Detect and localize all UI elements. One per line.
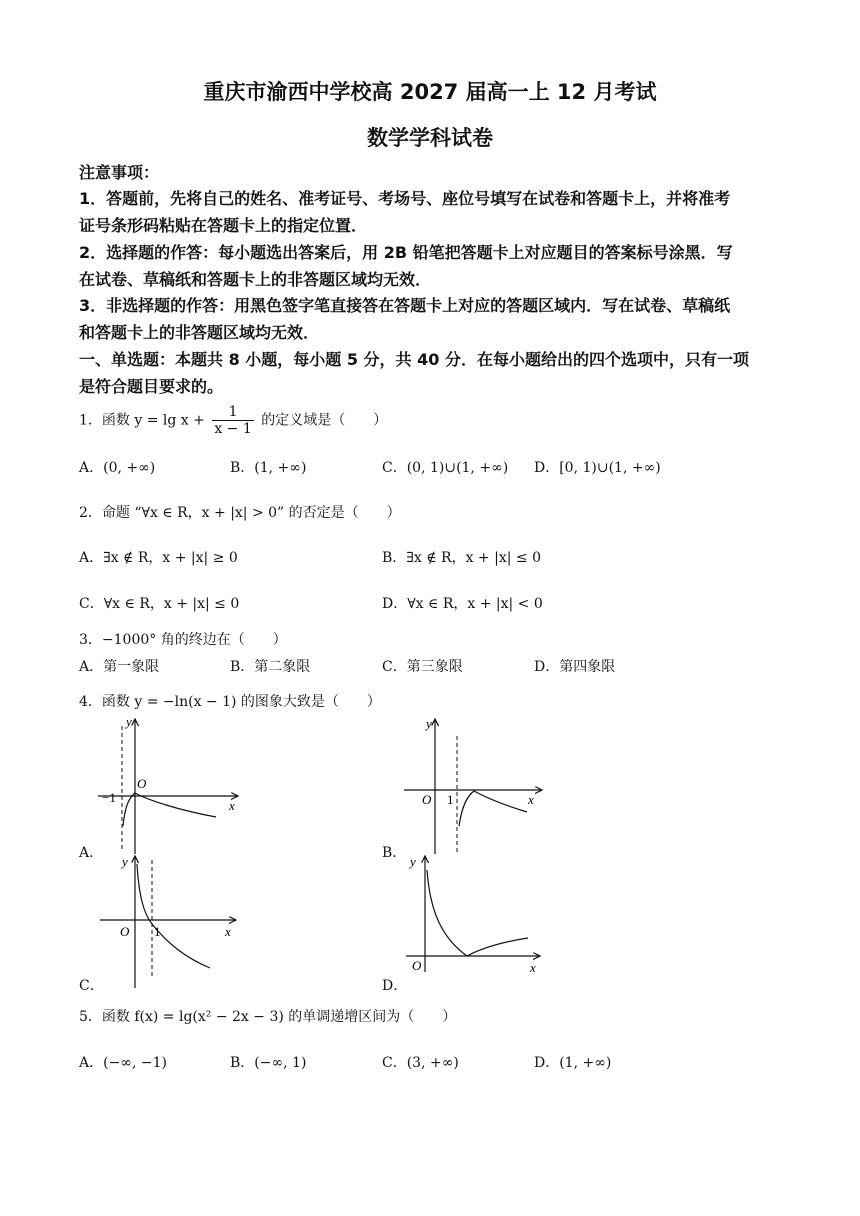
- question-5-option-d: D．(1, +∞): [534, 1055, 612, 1071]
- question-4-option-d: D．: [382, 978, 408, 994]
- graph-a: [98, 714, 248, 854]
- question-1-option-a: A．(0, +∞): [79, 460, 156, 476]
- origin-label: O: [422, 792, 432, 807]
- origin-label: O: [137, 776, 147, 791]
- graph-c: [98, 852, 248, 990]
- minus-one-label: −1: [102, 790, 116, 805]
- question-2-option-b: B．∃x ∉ R，x + |x| ≤ 0: [382, 550, 541, 566]
- question-4-option-b: B．: [382, 845, 407, 861]
- question-1-prefix: 1．函数 y = lg x +: [79, 412, 205, 429]
- notice-heading: 注意事项：: [79, 163, 160, 182]
- question-1-option-c: C．(0, 1)∪(1, +∞): [382, 460, 509, 476]
- question-2-option-a: A．∃x ∉ R，x + |x| ≥ 0: [79, 550, 238, 566]
- section-heading-line-1: 一、单选题：本题共 8 小题，每小题 5 分，共 40 分．在每小题给出的四个选项中，只有一项: [79, 350, 749, 369]
- origin-label: O: [120, 924, 130, 939]
- question-4-stem: 4．函数 y = −ln(x − 1) 的图象大致是（ ）: [79, 694, 381, 710]
- question-1-stem: [79, 404, 387, 437]
- y-axis-label: y: [426, 716, 432, 731]
- one-label: 1: [447, 792, 454, 807]
- question-3-stem: 3．−1000° 角的终边在（ ）: [79, 632, 287, 648]
- notice-item-3-line-2: 和答题卡上的非答题区域均无效．: [79, 323, 320, 342]
- question-5-stem: 5．函数 f(x) = lg(x² − 2x − 3) 的单调递增区间为（ ）: [79, 1009, 457, 1025]
- question-2-option-d: D．∀x ∈ R，x + |x| < 0: [382, 596, 543, 612]
- x-axis-label: x: [528, 792, 534, 807]
- question-1-fraction: [212, 404, 253, 437]
- question-5-option-c: C．(3, +∞): [382, 1055, 459, 1071]
- x-axis-label: x: [530, 960, 536, 975]
- notice-item-1-line-1: 1．答题前，先将自己的姓名、准考证号、考场号、座位号填写在试卷和答题卡上，并将准考: [79, 189, 731, 208]
- fraction-denominator: x − 1: [214, 421, 252, 437]
- x-axis-label: x: [225, 924, 231, 939]
- question-3-option-c: C．第三象限: [382, 659, 463, 675]
- question-1-option-d: D．[0, 1)∪(1, +∞): [534, 460, 661, 476]
- question-3-option-d: D．第四象限: [534, 659, 616, 675]
- question-5-option-a: A．(−∞, −1): [79, 1055, 167, 1071]
- y-axis-label: y: [410, 854, 416, 869]
- question-1-suffix: 的定义域是（ ）: [261, 412, 388, 429]
- section-heading-line-2: 是符合题目要求的。: [79, 377, 224, 396]
- question-4-option-a: A．: [79, 845, 104, 861]
- exam-subtitle: 数学学科试卷: [367, 126, 493, 150]
- question-3-option-a: A．第一象限: [79, 659, 160, 675]
- graph-d: [402, 852, 552, 976]
- question-2-stem: 2．命题 “∀x ∈ R，x + |x| > 0” 的否定是（ ）: [79, 505, 401, 521]
- one-label: 1: [154, 924, 161, 939]
- graph-b: [402, 714, 552, 854]
- y-axis-label: y: [122, 854, 128, 869]
- notice-item-1-line-2: 证号条形码粘贴在答题卡上的指定位置．: [79, 216, 368, 235]
- exam-title: 重庆市渝西中学校高 2027 届高一上 12 月考试: [203, 80, 657, 104]
- x-axis-label: x: [229, 798, 235, 813]
- y-axis-label: y: [126, 714, 132, 729]
- notice-item-2-line-2: 在试卷、草稿纸和答题卡上的非答题区域均无效．: [79, 270, 432, 289]
- question-2-option-c: C．∀x ∈ R，x + |x| ≤ 0: [79, 596, 240, 612]
- question-4-option-c: C．: [79, 978, 104, 994]
- origin-label: O: [412, 958, 422, 973]
- question-1-option-b: B．(1, +∞): [230, 460, 307, 476]
- notice-item-3-line-1: 3．非选择题的作答：用黑色签字笔直接答在答题卡上对应的答题区域内．写在试卷、草稿纸: [79, 296, 731, 315]
- question-5-option-b: B．(−∞, 1): [230, 1055, 307, 1071]
- question-3-option-b: B．第二象限: [230, 659, 311, 675]
- notice-item-2-line-1: 2．选择题的作答：每小题选出答案后，用 2B 铅笔把答题卡上对应题目的答案标号涂黑．写: [79, 243, 733, 262]
- fraction-numerator: 1: [212, 404, 253, 421]
